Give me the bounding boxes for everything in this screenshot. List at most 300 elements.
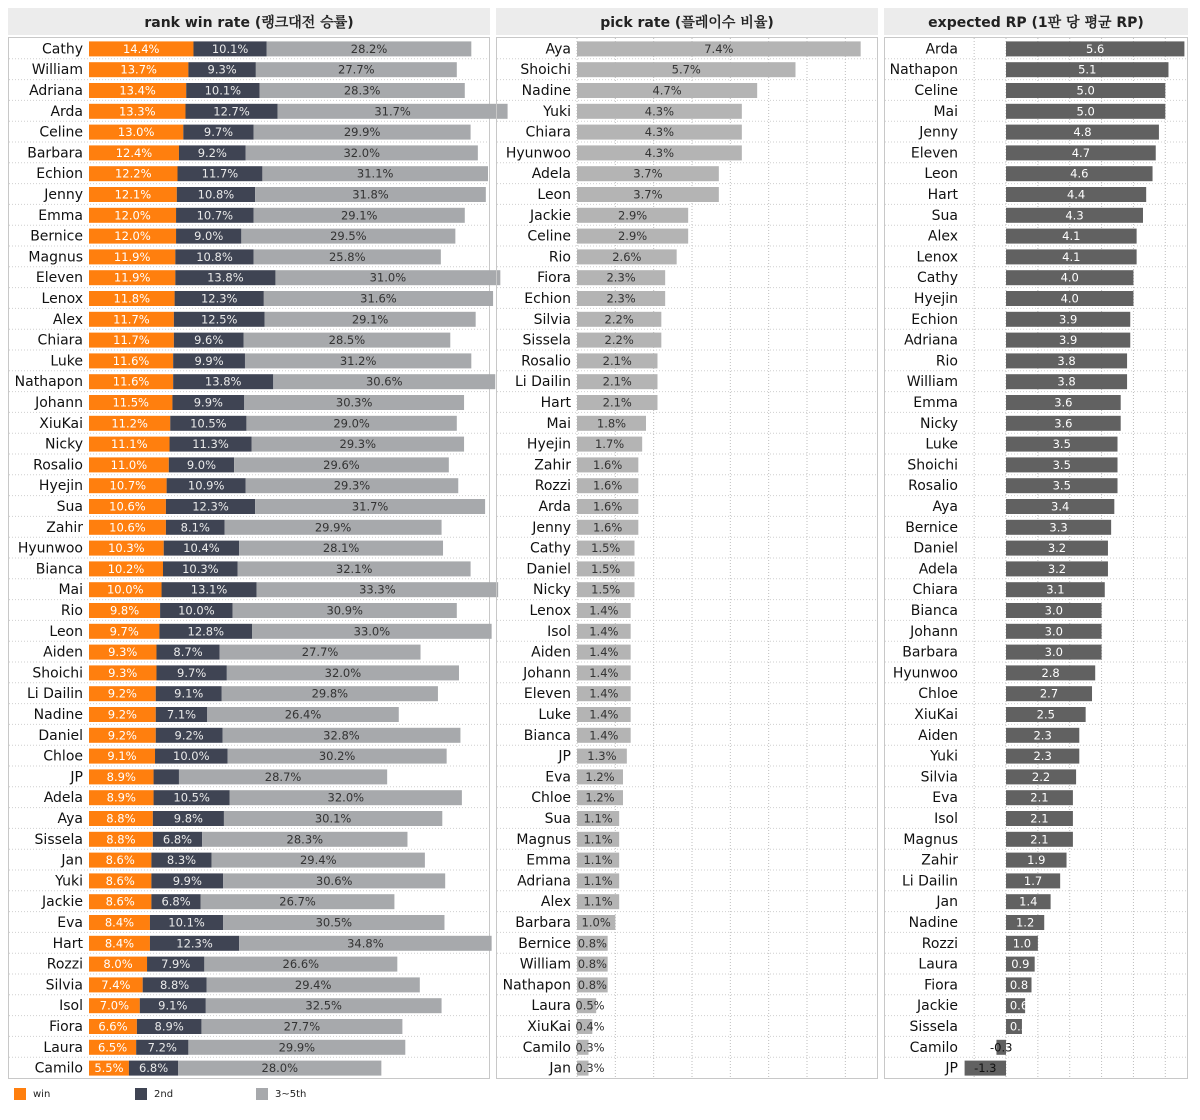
data-label: 1.6% [593,499,623,514]
row-johann [909,624,1101,640]
category-label: Sissela [522,332,571,349]
data-label-2nd: 8.3% [166,853,197,868]
data-label-2nd: 10.5% [173,790,210,805]
legend-label-2nd: 2nd [154,1088,174,1100]
data-label-2nd: 9.2% [174,728,204,743]
data-label-3-5th: 30.5% [315,915,353,930]
data-label-win: 12.2% [114,166,152,181]
data-label-3-5th: 28.7% [264,769,302,784]
category-label: Alex [927,228,958,245]
data-label: 0.5 [1009,1019,1029,1034]
data-label: 1.5% [591,582,621,597]
row-xiukai [527,1019,604,1035]
row-adela [532,166,719,182]
data-label-win: 14.4% [122,41,160,56]
data-label-2nd: 8.7% [173,645,203,660]
data-label-win: 5.5% [94,1061,124,1076]
data-label-2nd: 7.9% [161,957,191,972]
data-label: 1.2 [1015,915,1035,930]
category-label: Camilo [522,1039,571,1056]
row-emma [913,395,1120,411]
row-fiora [924,977,1031,993]
category-label: Hyunwoo [505,145,571,162]
category-label: Jenny [44,187,83,203]
row-nathapon [890,62,1169,78]
category-label: Nicky [45,436,83,453]
row-william [32,62,457,78]
row-nicky [920,416,1121,432]
bar-2nd [154,769,179,784]
data-label-3-5th: 31.7% [351,499,389,514]
category-label: Mai [546,415,571,432]
row-bernice [905,520,1111,536]
data-label: 4.6 [1070,166,1089,181]
data-label: 1.5% [591,541,621,556]
data-label-win: 11.5% [112,395,149,410]
category-label: Leon [924,166,958,183]
row-hyunwoo [893,665,1095,681]
data-label-2nd: 13.8% [207,270,244,285]
data-label: 1.5% [591,561,621,576]
data-label: 3.6 [1054,416,1073,431]
data-label-2nd: 11.7% [201,166,239,181]
category-label: Johann [35,395,83,411]
row-adela [919,561,1108,577]
row-fiora [537,270,665,286]
data-label: 5.0 [1076,104,1095,119]
data-label-3-5th: 29.0% [333,416,370,431]
row-william [907,374,1127,390]
data-label: 0.8 [1009,977,1029,992]
data-label: -1.3 [974,1061,997,1076]
row-sua [932,208,1143,224]
category-label: Fiora [537,270,571,287]
data-label: 1.6% [593,478,623,493]
data-label: 1.1% [583,811,613,826]
row-chiara [526,125,742,141]
panel-title: rank win rate (랭크대전 승률) [144,15,354,31]
panel-3 [884,8,1188,1079]
category-label: Shoichi [907,457,958,474]
category-label: Isol [547,623,571,640]
data-label: 3.7% [633,187,663,202]
row-isol [59,998,441,1014]
category-label: Johann [523,665,571,682]
legend-swatch-win [14,1088,26,1100]
row-daniel [913,541,1108,557]
row-eva [545,769,623,785]
category-label: Hyunwoo [17,540,83,557]
row-adriana [517,873,619,889]
category-label: Echion [524,291,571,307]
legend-swatch-2nd [135,1088,147,1100]
row-sua [545,811,620,827]
category-label: Mai [933,103,958,120]
row-johann [522,665,631,681]
row-echion [911,312,1130,328]
category-label: Barbara [27,145,83,162]
data-label: 3.8 [1057,353,1076,368]
data-label-2nd: 6.8% [138,1061,169,1076]
data-label-2nd: 7.2% [147,1040,177,1055]
data-label-3-5th: 28.1% [322,541,360,556]
data-label: 3.0 [1044,624,1063,639]
category-label: Luke [925,436,958,453]
data-label-win: 9.2% [107,686,137,701]
data-label-win: 11.9% [113,249,151,264]
row-nathapon [503,977,608,993]
data-label-3-5th: 31.0% [369,270,407,285]
row-shoichi [32,665,459,681]
data-label: 2.1% [602,353,632,368]
data-label-2nd: 10.4% [183,541,220,556]
data-label-2nd: 9.9% [193,395,223,410]
row-fiora [49,1019,402,1035]
category-label: Rio [548,249,571,266]
category-label: Nathapon [14,374,83,391]
data-label: 2.9% [617,229,648,244]
data-label-win: 9.2% [107,728,137,743]
panel-1 [8,8,508,1079]
data-label-3-5th: 31.2% [339,353,377,368]
data-label-win: 11.7% [113,312,150,327]
data-label-win: 11.6% [112,353,150,368]
data-label-win: 8.8% [106,832,136,847]
data-label-win: 7.4% [101,977,131,992]
row-laura [43,1040,405,1056]
data-label-win: 13.0% [117,125,155,140]
data-label-win: 11.1% [110,437,148,452]
row-bernice [30,229,455,245]
data-label: 1.9 [1027,853,1046,868]
category-label: Celine [527,228,571,245]
category-label: Adriana [517,873,571,890]
row-daniel [526,561,634,577]
category-label: Sissela [909,1019,958,1035]
data-label-2nd: 12.5% [200,312,238,327]
row-silvia [46,977,420,993]
data-label-3-5th: 33.3% [359,582,396,597]
row-hart [53,936,492,952]
data-label-3-5th: 33.0% [353,624,391,639]
category-label: Jackie [41,894,83,911]
data-label-2nd: 6.8% [161,894,191,909]
row-celine [39,125,470,141]
row-mai [546,416,646,432]
row-hyejin [527,437,642,453]
data-label: 3.0 [1044,603,1063,618]
category-label: Chiara [912,582,958,599]
category-label: Adela [531,166,571,183]
data-label: 0.9 [1011,957,1030,972]
category-label: Chloe [531,790,571,807]
data-label-3-5th: 25.8% [328,249,366,264]
row-laura [918,957,1034,973]
category-label: Bernice [905,519,958,536]
data-label: 0.8% [577,957,607,972]
data-label-3-5th: 32.8% [323,728,360,743]
data-label: 2.1 [1030,790,1049,805]
data-label-3-5th: 29.3% [333,478,371,493]
data-label-win: 8.9% [106,790,136,805]
category-label: Emma [526,852,571,869]
category-label: Jenny [532,519,571,536]
row-lenox [917,249,1137,265]
data-label-win: 9.8% [109,603,140,618]
row-rozzi [47,957,398,973]
category-label: Chloe [918,686,958,703]
data-label: 4.1 [1062,229,1081,244]
data-label: 1.4% [589,707,619,722]
category-label: Eva [57,915,83,931]
legend-item-3-5th [256,1086,306,1102]
row-laura [531,998,604,1014]
category-label: Aiden [531,644,571,661]
data-label-win: 12.1% [114,187,152,202]
data-label: 1.7% [594,437,625,452]
row-jackie [916,998,1028,1014]
data-label: 3.5 [1052,457,1071,472]
data-label: 2.2% [604,312,634,327]
row-luke [925,437,1117,453]
data-label-2nd: 10.3% [182,561,219,576]
row-luke [538,707,630,723]
data-label-2nd: 10.9% [187,478,225,493]
data-label: 4.4 [1066,187,1086,202]
row-bianca [524,728,631,744]
category-label: Bianca [523,727,571,744]
category-label: Aya [545,41,571,58]
data-label: 1.6% [593,457,623,472]
category-label: Sua [931,207,958,224]
category-label: Barbara [515,915,571,931]
data-label: 4.7% [652,83,682,98]
data-label: 1.4% [589,603,619,618]
row-william [520,957,608,973]
data-label-2nd: 9.9% [172,873,202,888]
category-label: Zahir [46,519,83,536]
data-label-win: 9.1% [107,749,137,764]
row-nicky [533,582,634,598]
data-label: 7.4% [704,41,734,56]
category-label: Hart [927,187,958,203]
category-label: Sua [56,499,83,515]
data-label: 1.4% [589,665,619,680]
data-label-2nd: 9.1% [174,686,204,701]
category-label: Jan [549,1060,571,1077]
data-label: 1.1% [583,853,613,868]
data-label: 1.4% [589,624,619,639]
panel-title: pick rate (플레이수 비율) [600,15,774,31]
row-yuki [54,873,445,889]
category-label: Adela [918,561,958,578]
data-label: 3.9 [1058,312,1078,327]
row-aiden [918,728,1079,744]
data-label-2nd: 8.1% [180,520,210,535]
data-label: 2.7 [1039,686,1059,701]
data-label: 1.1% [583,832,613,847]
row-alex [928,229,1137,245]
data-label: 3.9 [1058,333,1078,348]
data-label: 1.4% [589,728,619,743]
category-label: JP [70,769,83,786]
row-aiden [43,645,420,661]
data-label-2nd: 9.7% [177,665,207,680]
row-li-dailin [902,873,1060,889]
category-label: Adela [43,790,83,807]
data-label: 5.1 [1078,62,1097,77]
category-label: Shoichi [520,62,571,79]
data-label: 2.9% [617,208,648,223]
category-label: Hyejin [526,436,571,453]
row-barbara [902,645,1101,661]
category-label: Sissela [34,831,83,848]
row-adriana [29,83,465,99]
category-label: Chiara [37,332,83,349]
data-label: 1.0% [581,915,611,930]
row-barbara [27,145,478,161]
data-label-win: 11.8% [113,291,151,306]
category-label: Yuki [543,103,571,120]
category-label: Bianca [35,561,83,578]
data-label-win: 8.8% [106,811,136,826]
category-label: Aiden [918,727,958,744]
row-sua [57,499,485,515]
data-label-win: 11.9% [113,270,151,285]
data-label: 1.4 [1019,894,1038,909]
row-arda [538,499,638,515]
category-label: XiuKai [527,1019,571,1035]
category-label: Rio [935,353,958,370]
data-label-3-5th: 26.6% [282,957,320,972]
row-jp [557,749,626,765]
data-label-2nd: 11.3% [192,437,229,452]
data-label-2nd: 9.8% [173,811,203,826]
category-label: Sua [544,811,571,827]
row-isol [547,624,631,640]
row-rosalio [521,353,657,369]
category-label: Jackie [529,207,571,224]
legend-swatch-3-5th [256,1088,268,1100]
category-label: Jackie [916,998,958,1015]
category-label: Daniel [913,540,958,557]
category-label: Hyejin [38,478,83,495]
category-label: Emma [38,207,83,224]
row-chloe [531,790,623,806]
row-rozzi [922,936,1038,952]
panel-title: expected RP (1판 당 평균 RP) [928,15,1144,31]
data-label-3-5th: 27.7% [338,62,375,77]
row-camilo [523,1040,605,1056]
row-sissela [35,832,408,848]
row-adriana [904,333,1130,349]
row-jan [60,853,424,869]
category-label: William [519,956,571,973]
category-label: Nathapon [502,977,571,994]
data-label: 2.3% [606,270,636,285]
row-rosalio [908,478,1117,494]
data-label-3-5th: 29.5% [330,229,367,244]
data-label-win: 11.2% [111,416,148,431]
data-label: 5.0 [1076,83,1095,98]
row-jp [944,1061,1006,1077]
category-label: William [906,374,958,391]
legend-item-2nd [135,1086,173,1102]
row-hyejin [914,291,1134,307]
data-label-win: 10.7% [109,478,147,493]
row-cathy [530,541,635,557]
category-label: Nadine [521,83,571,99]
data-label-2nd: 9.0% [186,457,217,472]
data-label-win: 13.7% [120,62,157,77]
row-chiara [913,582,1105,598]
data-label-win: 8.4% [104,915,135,930]
data-label: 4.0 [1060,270,1079,285]
row-mai [58,582,498,598]
category-label: Leon [537,187,571,203]
category-label: Jan [61,852,83,869]
row-johann [34,395,464,411]
row-magnus [903,832,1073,848]
data-label: 4.1 [1062,249,1081,264]
legend-label-win: win [33,1088,51,1100]
row-chiara [38,333,451,349]
data-label: 0.5% [575,998,605,1013]
row-rio [936,353,1127,369]
data-label-2nd: 10.7% [196,208,234,223]
category-label: Shoichi [32,665,83,682]
category-label: Zahir [534,457,571,474]
data-label: 3.6 [1054,395,1073,410]
data-label: 3.4 [1051,499,1070,514]
data-label: 3.5 [1052,437,1071,452]
data-label-3-5th: 30.1% [314,811,352,826]
data-label-3-5th: 30.2% [318,749,356,764]
data-label-3-5th: 29.9% [343,125,381,140]
data-label: 1.7 [1023,873,1043,888]
category-label: Bernice [30,228,83,245]
data-label-2nd: 10.5% [190,416,227,431]
category-label: Hyejin [913,291,958,307]
category-label: Cathy [41,41,83,58]
data-label: 2.1% [602,395,632,410]
row-leon [49,624,491,640]
row-aiden [531,645,631,661]
data-label: 3.2 [1047,541,1067,556]
data-label-2nd: 10.1% [168,915,205,930]
row-echion [524,291,665,307]
data-label-win: 6.6% [98,1019,128,1034]
data-label: 1.1% [583,894,613,909]
data-label-2nd: 12.3% [176,936,213,951]
data-label-2nd: 9.7% [203,125,234,140]
data-label-win: 9.7% [109,624,139,639]
row-eleven [911,145,1156,161]
row-jenny [531,520,638,536]
category-label: Rozzi [534,478,571,495]
row-magnus [516,832,619,848]
data-label-2nd: 9.9% [194,353,224,368]
data-label-2nd: 9.2% [197,145,227,160]
row-jan [548,1061,604,1077]
row-alex [53,312,476,328]
data-label-3-5th: 26.7% [279,894,316,909]
row-aya [546,41,861,57]
data-label-2nd: 12.7% [213,104,250,119]
data-label-2nd: 10.1% [211,41,249,56]
row-rio [549,249,677,265]
category-label: Magnus [516,831,571,848]
